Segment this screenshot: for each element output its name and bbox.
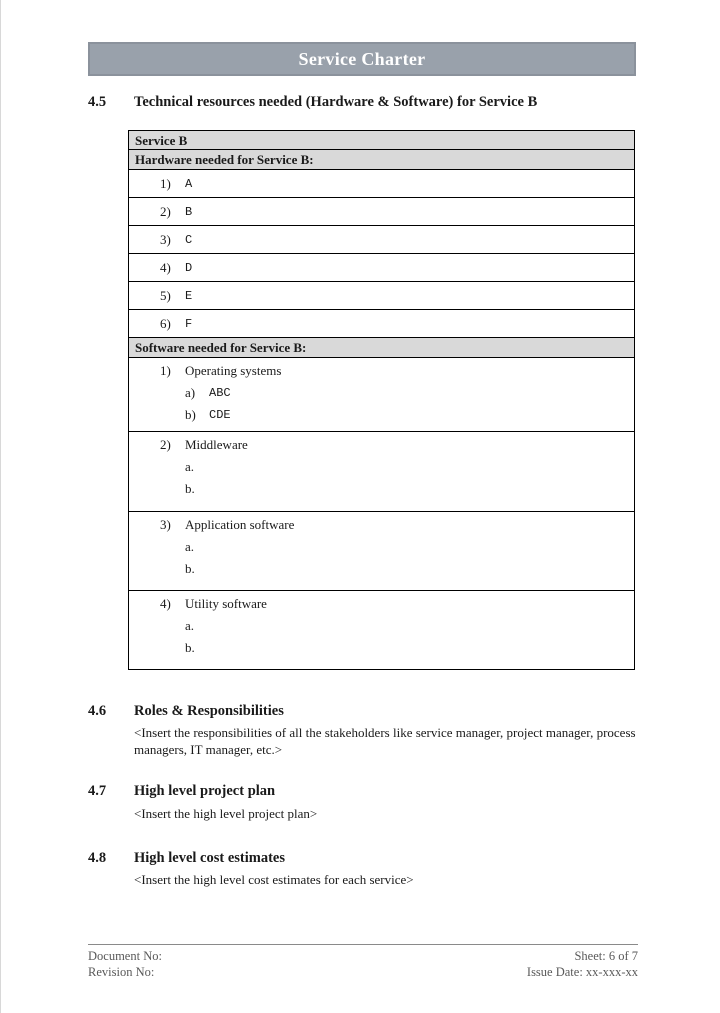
subitem-marker: b.: [185, 481, 195, 496]
section-body-4-7: <Insert the high level project plan>: [134, 806, 318, 821]
item-label: Application software: [185, 517, 295, 532]
item-value: F: [185, 316, 193, 331]
subitem-marker: a.: [185, 459, 195, 474]
subitem-marker: a.: [185, 618, 195, 633]
table-hardware-header-row: Hardware needed for Service B:: [129, 150, 634, 170]
section-heading-4-8: [88, 850, 636, 867]
section-number: 4.6: [88, 703, 107, 719]
table-row: [129, 512, 634, 591]
table-row: [129, 282, 634, 310]
table-row: [129, 358, 634, 432]
section-body-4-6: <Insert the responsibilities of all the stakeholders like service manager, project manager, process managers, IT manager, etc.>: [134, 725, 636, 757]
table-row: [129, 432, 634, 512]
technical-resources-table: [128, 130, 635, 670]
document-title-banner: [88, 42, 636, 76]
table-software-header-row: Software needed for Service B:: [129, 338, 634, 358]
table-row: [129, 226, 634, 254]
section-heading-4-6: [88, 703, 636, 720]
table-service-title-row: Service B: [129, 131, 634, 150]
item-number: 3): [160, 231, 171, 247]
item-value: D: [185, 260, 193, 275]
item-value: E: [185, 288, 193, 303]
item-label: Operating systems: [185, 363, 282, 378]
item-number: 2): [160, 203, 171, 219]
item-value: B: [185, 204, 193, 219]
section-number: 4.7: [88, 783, 107, 799]
footer-revision-no: Revision No:: [88, 965, 155, 979]
table-row: [129, 170, 634, 198]
item-number: 6): [160, 315, 171, 331]
item-value: A: [185, 176, 193, 191]
item-number: 4): [160, 259, 171, 275]
table-row: [129, 198, 634, 226]
table-row: [129, 254, 634, 282]
footer-right: [527, 948, 638, 980]
section-heading-4-7: [88, 783, 636, 800]
subitem-marker: b): [185, 407, 196, 422]
subitem-marker: b.: [185, 640, 195, 655]
section-body-4-8: <Insert the high level cost estimates for each service>: [134, 872, 414, 887]
item-number: 1): [160, 175, 171, 191]
document-title: Service Charter: [298, 48, 426, 69]
footer-document-no: Document No:: [88, 949, 162, 963]
subitem-marker: a.: [185, 539, 195, 554]
section-title: High level project plan: [134, 783, 276, 799]
section-number: 4.5: [88, 94, 107, 110]
item-label: Middleware: [185, 437, 248, 452]
item-number: 4): [160, 596, 171, 611]
item-number: 5): [160, 287, 171, 303]
footer-sheet: Sheet: 6 of 7: [574, 949, 638, 963]
item-number: 2): [160, 437, 171, 452]
subitem-value: CDE: [209, 408, 231, 422]
item-number: 3): [160, 517, 171, 532]
page-footer: [88, 944, 638, 980]
section-title: Technical resources needed (Hardware & Software) for Service B: [134, 94, 538, 110]
section-title: Roles & Responsibilities: [134, 703, 284, 719]
item-value: C: [185, 232, 193, 247]
section-heading-4-5: [88, 94, 636, 111]
subitem-marker: b.: [185, 561, 195, 576]
footer-left: [88, 948, 162, 980]
subitem-value: ABC: [209, 386, 231, 400]
table-row: [129, 310, 634, 338]
item-label: Utility software: [185, 596, 267, 611]
subitem-marker: a): [185, 385, 196, 400]
item-number: 1): [160, 363, 171, 378]
table-row: [129, 591, 634, 669]
section-title: High level cost estimates: [134, 850, 286, 866]
section-number: 4.8: [88, 850, 107, 866]
footer-issue-date: Issue Date: xx-xxx-xx: [526, 965, 638, 979]
